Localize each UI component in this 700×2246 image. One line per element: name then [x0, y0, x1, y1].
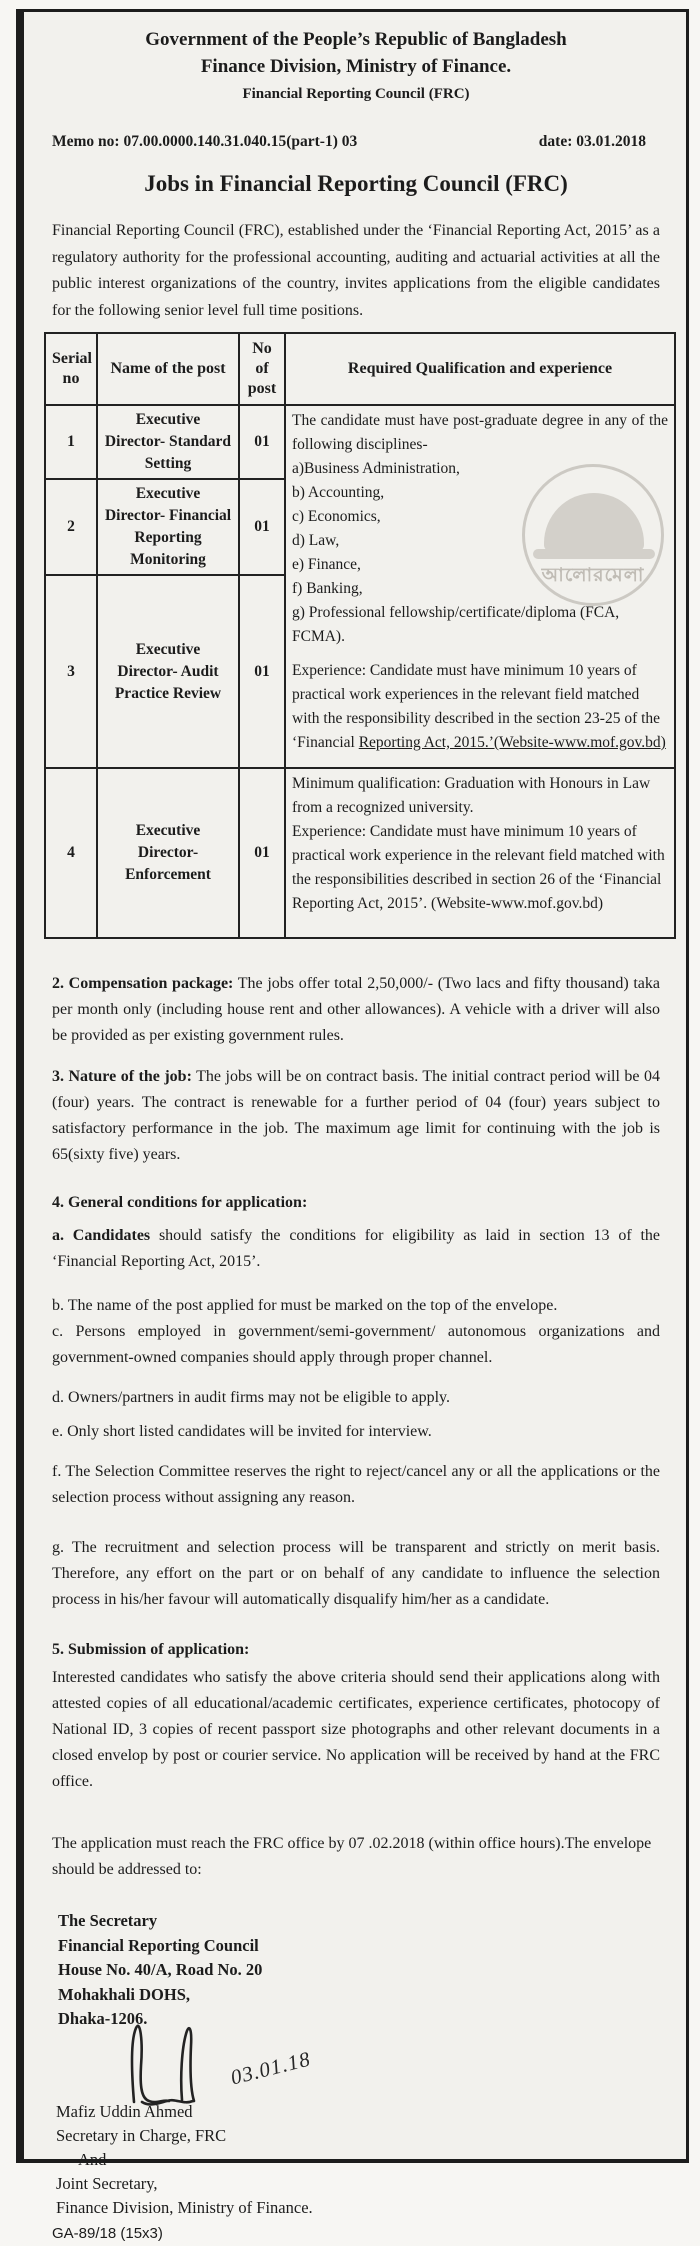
serial-cell: 1 — [45, 405, 97, 479]
condition-a-label: a. Candidates — [52, 1227, 151, 1244]
signatory-name: Mafiz Uddin Ahmed — [56, 2101, 193, 2121]
compensation-text: The jobs offer total 2,50,000/- (Two lacs and fifty thousand) taka per month only (including house rent and other allowances). A vehicle with a driver will also be provided as per existing government rules. — [52, 975, 661, 1044]
address-line: House No. 40/A, Road No. 20 — [58, 1960, 263, 1979]
experience-underlined-text: Reporting Act, 2015.’(Website-www.mof.gov.bd) — [358, 734, 666, 751]
discipline-item: f) Banking, — [292, 580, 363, 597]
watermark-text: আলোরমেলা — [541, 565, 645, 586]
header-ministry-line: Finance Division, Ministry of Finance. — [200, 56, 512, 77]
signatory-designation: Secretary in Charge, FRC — [56, 2125, 227, 2145]
condition-f: f. The Selection Committee reserves the right to reject/cancel any or all the applications or the selection process without assigning any reason. — [52, 1463, 660, 1506]
nature-text: The jobs will be on contract basis. The initial contract period will be 04 (four) years. The contract is renewable for a further period of 04 (four) years subject to satisfactory performance in the job. The maximum age limit for continuing with the job is 65(sixty five) years. — [52, 1068, 661, 1163]
signatory-designation: Finance Division, Ministry of Finance. — [56, 2197, 313, 2217]
signature-area — [92, 2028, 660, 2100]
table-row — [45, 405, 675, 479]
positions-table — [44, 332, 676, 939]
discipline-item: d) Law, — [292, 532, 340, 549]
column-header-count: No of post — [239, 333, 285, 405]
column-header-post: Name of the post — [97, 333, 239, 405]
deadline-paragraph: The application must reach the FRC office by 07 .02.2018 (within office hours).The envelope should be addressed to: — [52, 1835, 652, 1878]
nature-label: 3. Nature of the job: — [52, 1068, 192, 1085]
memo-row — [52, 132, 660, 152]
post-count-cell: 01 — [239, 575, 285, 768]
experience-text: Experience: Candidate must have minimum 10 years of practical work experiences in the relevant field matched with the responsibility described in the section 23-25 of the ‘Financial — [292, 662, 661, 751]
serial-cell: 2 — [45, 479, 97, 575]
address-line: The Secretary — [58, 1911, 158, 1930]
experience-paragraph — [292, 659, 668, 755]
memo-date: date: 03.01.2018 — [538, 133, 646, 150]
condition-a-text: should satisfy the conditions for eligibility as laid in section 13 of the ‘Financial Reporting Act, 2015’. — [52, 1227, 660, 1270]
compensation-label: 2. Compensation package: — [52, 975, 234, 992]
submission-heading: 5. Submission of application: — [52, 1641, 250, 1658]
condition-c: c. Persons employed in government/semi-government/ autonomous organizations and government-owned companies should apply through proper channel. — [52, 1323, 660, 1366]
condition-e: e. Only short listed candidates will be invited for interview. — [52, 1423, 432, 1440]
post-count-cell: 01 — [239, 405, 285, 479]
serial-cell: 3 — [45, 575, 97, 768]
advert-reference-code: GA-89/18 (15x3) — [52, 2224, 163, 2242]
general-conditions-heading: 4. General conditions for application: — [52, 1194, 308, 1211]
signatory-block — [56, 2100, 660, 2220]
post-name-cell: Executive Director- Enforcement — [97, 768, 239, 938]
discipline-item: c) Economics, — [292, 508, 381, 525]
page-title: Jobs in Financial Reporting Council (FRC) — [144, 171, 568, 196]
discipline-item: a)Business Administration, — [292, 460, 460, 477]
header-frc-line: Financial Reporting Council (FRC) — [242, 86, 470, 102]
nature-paragraph — [52, 1064, 660, 1168]
condition-g: g. The recruitment and selection process will be transparent and strictly on merit basis. Therefore, any effort on the part or on behalf of any candidate to influence the selection process in his/her favour will automatically disqualify him/her as a candidate. — [52, 1539, 660, 1608]
post-name-cell: Executive Director- Financial Reporting Monitoring — [97, 479, 239, 575]
document-content — [24, 12, 686, 2242]
qualification-cell-row-4 — [285, 768, 675, 938]
compensation-paragraph — [52, 971, 660, 1049]
post-name-cell: Executive Director- Audit Practice Review — [97, 575, 239, 768]
discipline-item: g) Professional fellowship/certificate/diploma (FCA, FCMA). — [292, 604, 620, 645]
discipline-item: e) Finance, — [292, 556, 361, 573]
discipline-item: b) Accounting, — [292, 484, 385, 501]
handwritten-date: 03.01.18 — [228, 2046, 314, 2090]
signature-scribble-icon — [112, 2022, 242, 2106]
condition-b: b. The name of the post applied for must be marked on the top of the envelope. — [52, 1297, 558, 1314]
signatory-conjunction: And — [78, 2149, 107, 2169]
table-header-row — [45, 333, 675, 405]
experience-text: Experience: Candidate must have minimum 10 years of practical work experience in the relevant field matched with the responsibilities described in section 26 of the ‘Financial Reporting Act, 2015’. (Website-www.mof.gov.bd) — [292, 823, 665, 912]
intro-paragraph: Financial Reporting Council (FRC), established under the ‘Financial Reporting Act, 2015’ as a regulatory authority for the professional accounting, auditing and actuarial activities at all the public interest organizations of the country, invites applications from the eligible candidates for the following senior level full time positions. — [52, 222, 660, 319]
address-line: Financial Reporting Council — [58, 1935, 259, 1955]
post-count-cell: 01 — [239, 768, 285, 938]
signatory-designation: Joint Secretary, — [56, 2173, 158, 2193]
column-header-qualification: Required Qualification and experience — [285, 333, 675, 405]
column-header-serial: Serial no — [45, 333, 97, 405]
qualification-intro: The candidate must have post-graduate degree in any of the following disciplines- — [292, 412, 668, 453]
condition-d: d. Owners/partners in audit firms may not be eligible to apply. — [52, 1389, 450, 1406]
address-line: Mohakhali DOHS, — [58, 1984, 191, 2004]
document-border-frame — [16, 9, 689, 2242]
submission-paragraph: Interested candidates who satisfy the above criteria should send their applications along with attested copies of all educational/academic certificates, experience certificates, photocopy of National ID, 3 copies of recent passport size photographs and other relevant documents in a closed envelop by post or courier service. No application will be received by hand at the FRC office. — [52, 1669, 660, 1790]
table-row — [45, 768, 675, 938]
address-line: Dhaka-1206. — [58, 2009, 148, 2028]
postal-address-block — [58, 1909, 660, 2032]
qualification-cell-rows-1-3 — [285, 405, 675, 768]
minimum-qualification-text: Minimum qualification: Graduation with Honours in Law from a recognized university. — [292, 775, 651, 816]
post-count-cell: 01 — [239, 479, 285, 575]
header-government-line: Government of the People’s Republic of Bangladesh — [145, 29, 567, 50]
post-name-cell: Executive Director- Standard Setting — [97, 405, 239, 479]
memo-number: Memo no: 07.00.0000.140.31.040.15(part-1) 03 — [52, 133, 358, 150]
serial-cell: 4 — [45, 768, 97, 938]
condition-a — [52, 1223, 660, 1275]
